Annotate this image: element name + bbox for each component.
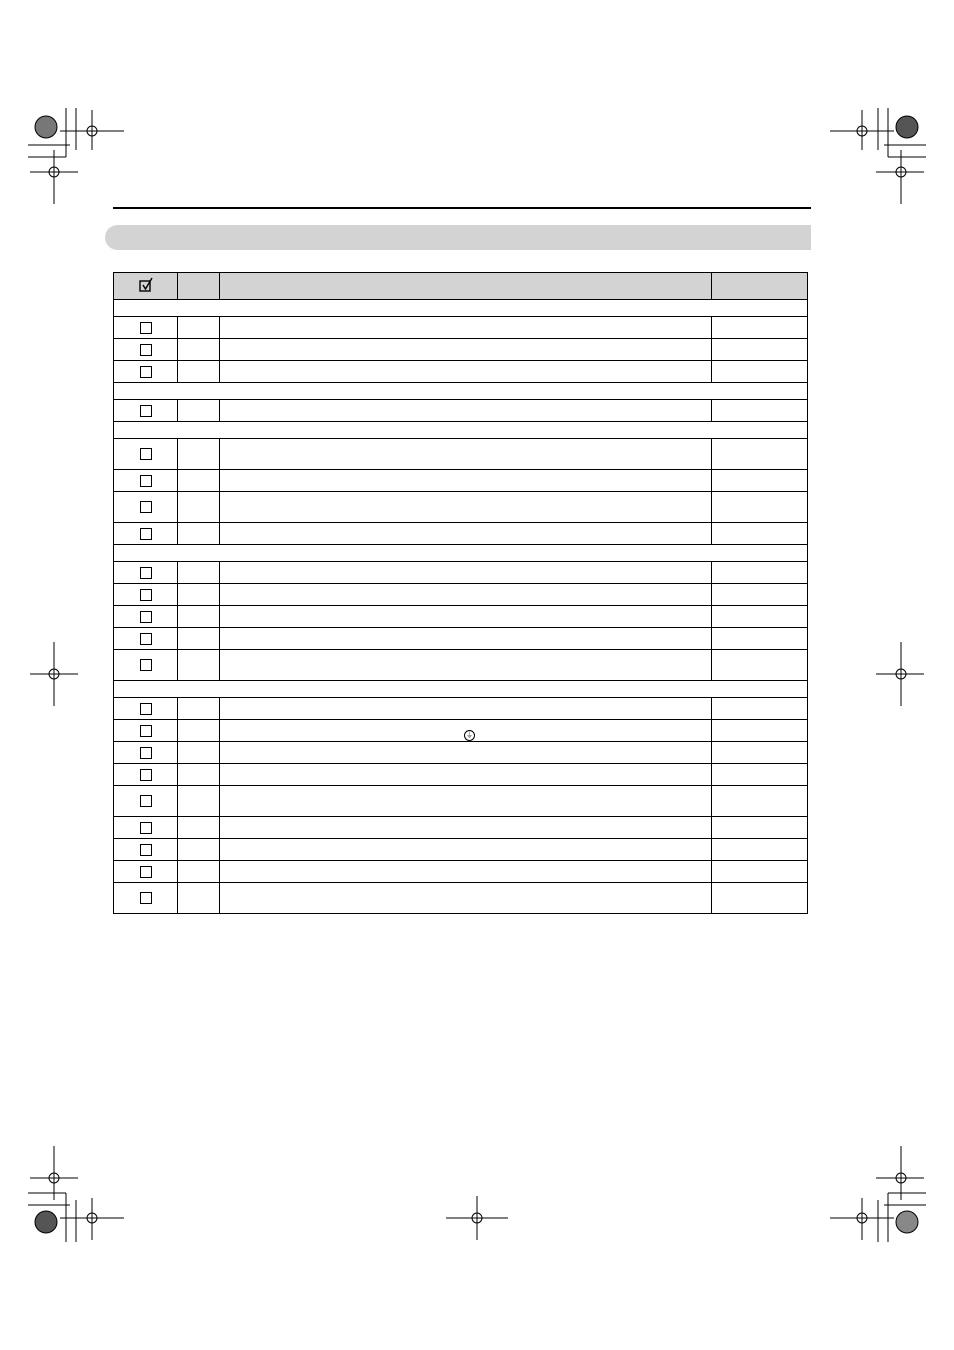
page-cell xyxy=(711,628,807,650)
number-cell xyxy=(178,562,220,584)
checkbox[interactable] xyxy=(140,448,152,460)
checkbox[interactable] xyxy=(140,822,152,834)
check-cell xyxy=(114,606,178,628)
item-cell xyxy=(220,628,712,650)
table-row xyxy=(114,628,808,650)
item-cell xyxy=(220,786,712,817)
item-cell xyxy=(220,400,712,422)
item-cell xyxy=(220,817,712,839)
number-cell xyxy=(178,584,220,606)
table-row xyxy=(114,339,808,361)
check-cell xyxy=(114,361,178,383)
check-cell xyxy=(114,817,178,839)
number-cell xyxy=(178,650,220,681)
registration-target-icon xyxy=(30,1146,78,1200)
page-cell xyxy=(711,764,807,786)
checkbox[interactable] xyxy=(140,703,152,715)
table-row xyxy=(114,839,808,861)
group-heading-cell xyxy=(114,300,808,317)
registration-target-icon xyxy=(830,1198,894,1240)
number-cell xyxy=(178,817,220,839)
check-cell xyxy=(114,584,178,606)
checkbox[interactable] xyxy=(140,611,152,623)
page-cell xyxy=(711,339,807,361)
page-cell xyxy=(711,606,807,628)
table-row xyxy=(114,400,808,422)
table-row xyxy=(114,720,808,742)
registration-target-icon xyxy=(60,1198,124,1240)
table-row xyxy=(114,861,808,883)
table-row xyxy=(114,764,808,786)
checkbox[interactable] xyxy=(140,725,152,737)
number-cell xyxy=(178,698,220,720)
page-cell xyxy=(711,817,807,839)
item-cell xyxy=(220,361,712,383)
number-cell xyxy=(178,839,220,861)
number-cell xyxy=(178,492,220,523)
table-row xyxy=(114,817,808,839)
item-cell xyxy=(220,764,712,786)
table-row xyxy=(114,523,808,545)
number-cell xyxy=(178,720,220,742)
check-cell xyxy=(114,764,178,786)
header-rule xyxy=(113,207,811,209)
check-cell xyxy=(114,492,178,523)
check-cell xyxy=(114,523,178,545)
group-heading-row xyxy=(114,681,808,698)
item-cell xyxy=(220,606,712,628)
table-row xyxy=(114,883,808,914)
checkbox[interactable] xyxy=(140,405,152,417)
registration-target-icon xyxy=(830,110,894,150)
number-cell xyxy=(178,439,220,470)
checkbox[interactable] xyxy=(140,344,152,356)
page-cell xyxy=(711,839,807,861)
color-bar-circle-icon xyxy=(896,116,918,138)
check-cell xyxy=(114,786,178,817)
check-cell xyxy=(114,883,178,914)
check-cell xyxy=(114,861,178,883)
header-page-cell xyxy=(711,273,807,300)
check-cell xyxy=(114,698,178,720)
page-cell xyxy=(711,883,807,914)
header-check-cell xyxy=(114,273,178,300)
table-row xyxy=(114,650,808,681)
item-cell xyxy=(220,492,712,523)
check-cell xyxy=(114,400,178,422)
item-cell xyxy=(220,317,712,339)
page-cell xyxy=(711,720,807,742)
page-cell xyxy=(711,470,807,492)
table-row xyxy=(114,361,808,383)
page-cell xyxy=(711,861,807,883)
registration-target-icon xyxy=(876,150,924,204)
checkbox[interactable] xyxy=(140,322,152,334)
number-cell xyxy=(178,786,220,817)
registration-target-icon xyxy=(876,1146,924,1200)
checkbox[interactable] xyxy=(140,866,152,878)
checklist-body xyxy=(114,300,808,914)
checkbox[interactable] xyxy=(140,844,152,856)
table-row xyxy=(114,492,808,523)
checkbox-checked-icon xyxy=(138,277,154,293)
checkbox[interactable] xyxy=(140,633,152,645)
page-cell xyxy=(711,584,807,606)
number-cell xyxy=(178,470,220,492)
check-cell xyxy=(114,470,178,492)
check-cell xyxy=(114,317,178,339)
page-cell xyxy=(711,698,807,720)
number-cell xyxy=(178,361,220,383)
registration-target-icon xyxy=(446,1196,508,1240)
table-row xyxy=(114,606,808,628)
table-row xyxy=(114,470,808,492)
table-row xyxy=(114,439,808,470)
checkbox[interactable] xyxy=(140,659,152,671)
checkbox[interactable] xyxy=(140,747,152,759)
group-heading-cell xyxy=(114,383,808,400)
table-row xyxy=(114,742,808,764)
page-cell xyxy=(711,742,807,764)
check-cell xyxy=(114,650,178,681)
item-cell xyxy=(220,584,712,606)
section-title-band xyxy=(105,225,811,250)
number-cell xyxy=(178,861,220,883)
check-cell xyxy=(114,628,178,650)
page-cell xyxy=(711,562,807,584)
number-cell xyxy=(178,742,220,764)
group-heading-cell xyxy=(114,681,808,698)
check-cell xyxy=(114,439,178,470)
page-cell xyxy=(711,786,807,817)
registration-target-icon xyxy=(60,110,124,150)
table-row xyxy=(114,584,808,606)
item-cell xyxy=(220,883,712,914)
number-cell xyxy=(178,339,220,361)
group-heading-row xyxy=(114,383,808,400)
item-cell xyxy=(220,470,712,492)
page-cell xyxy=(711,650,807,681)
item-cell xyxy=(220,562,712,584)
check-cell xyxy=(114,562,178,584)
header-item-cell xyxy=(220,273,712,300)
checkbox[interactable] xyxy=(140,589,152,601)
checkbox[interactable] xyxy=(140,501,152,513)
item-cell xyxy=(220,742,712,764)
checkbox[interactable] xyxy=(140,892,152,904)
color-bar-circle-icon xyxy=(896,1211,918,1233)
item-cell xyxy=(220,439,712,470)
check-cell xyxy=(114,720,178,742)
checkbox[interactable] xyxy=(140,567,152,579)
page-cell xyxy=(711,492,807,523)
table-row xyxy=(114,562,808,584)
number-cell xyxy=(178,764,220,786)
number-cell xyxy=(178,523,220,545)
item-cell xyxy=(220,523,712,545)
page-cell xyxy=(711,317,807,339)
page-cell xyxy=(711,439,807,470)
item-cell xyxy=(220,839,712,861)
group-heading-row xyxy=(114,300,808,317)
page-cell xyxy=(711,523,807,545)
table-header-row xyxy=(114,273,808,300)
check-cell xyxy=(114,839,178,861)
group-heading-cell xyxy=(114,545,808,562)
checklist-table xyxy=(113,272,808,914)
item-cell xyxy=(220,650,712,681)
checkbox[interactable] xyxy=(140,769,152,781)
checkbox[interactable] xyxy=(140,475,152,487)
number-cell xyxy=(178,628,220,650)
checkbox[interactable] xyxy=(140,795,152,807)
checkbox[interactable] xyxy=(140,366,152,378)
table-row xyxy=(114,317,808,339)
number-cell xyxy=(178,606,220,628)
item-cell xyxy=(220,861,712,883)
color-bar-circle-icon xyxy=(35,116,57,138)
group-heading-row xyxy=(114,545,808,562)
item-cell xyxy=(220,698,712,720)
number-cell xyxy=(178,400,220,422)
group-heading-cell xyxy=(114,422,808,439)
color-bar-circle-icon xyxy=(35,1211,57,1233)
table-row xyxy=(114,698,808,720)
number-cell xyxy=(178,317,220,339)
registration-target-icon xyxy=(30,642,78,706)
page-cell xyxy=(711,400,807,422)
registration-target-icon xyxy=(30,150,78,204)
ground-symbol-icon: ⏚ xyxy=(466,732,473,739)
table-row xyxy=(114,786,808,817)
checkbox[interactable] xyxy=(140,528,152,540)
number-cell xyxy=(178,883,220,914)
item-cell xyxy=(220,339,712,361)
registration-target-icon xyxy=(876,642,924,706)
check-cell xyxy=(114,742,178,764)
header-number-cell xyxy=(178,273,220,300)
group-heading-row xyxy=(114,422,808,439)
check-cell xyxy=(114,339,178,361)
page-cell xyxy=(711,361,807,383)
